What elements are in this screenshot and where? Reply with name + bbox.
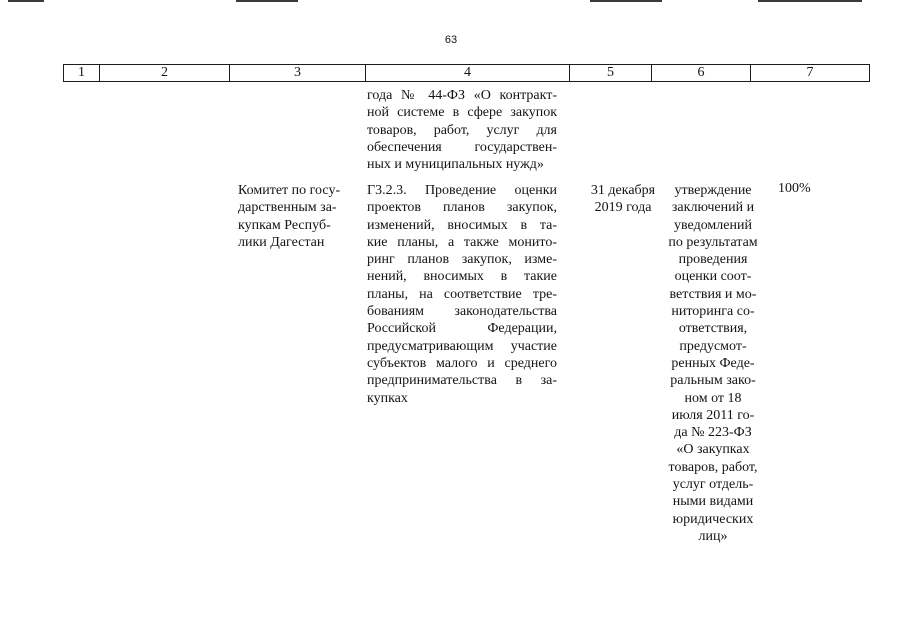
column-number-6: 6 bbox=[652, 65, 751, 82]
text-line: уведомлений bbox=[674, 217, 752, 233]
text-line: планы, на соответствие тре- bbox=[367, 286, 557, 302]
text-line: ренных Феде- bbox=[671, 355, 755, 371]
text-line: утверждение bbox=[674, 183, 752, 198]
column-number-4: 4 bbox=[366, 65, 570, 82]
text-line: лики Дагестан bbox=[238, 234, 325, 250]
text-line: года № 44-ФЗ «О контракт- bbox=[367, 88, 557, 103]
text-line: Комитет по госу- bbox=[238, 183, 341, 198]
text-line: дарственным за- bbox=[238, 200, 337, 216]
text-line: 31 декабря bbox=[590, 183, 656, 198]
text-line: предусматривающим участие bbox=[367, 338, 557, 354]
text-line: юридических bbox=[672, 511, 754, 527]
text-line: ными видами bbox=[672, 494, 754, 510]
column-number-3: 3 bbox=[230, 65, 366, 82]
text-line: купкам Респуб- bbox=[238, 217, 331, 233]
text-line: товаров, работ, bbox=[668, 459, 758, 475]
responsible-body bbox=[238, 182, 358, 251]
column-number-5: 5 bbox=[570, 65, 652, 82]
column-number-7: 7 bbox=[751, 65, 870, 82]
text-line: по результатам bbox=[668, 234, 758, 250]
text-line: ветствия и мо- bbox=[669, 286, 757, 302]
text-line: ральным зако- bbox=[670, 373, 756, 389]
scan-edge-center bbox=[236, 0, 298, 2]
deadline bbox=[583, 182, 663, 217]
text-line: заключений и bbox=[671, 200, 755, 216]
text-line: субъектов малого и среднего bbox=[367, 355, 557, 371]
text-line: ных и муниципальных нужд» bbox=[367, 157, 544, 173]
completion-percent: 100% bbox=[778, 181, 811, 196]
text-line: ринг планов закупок, изме- bbox=[367, 252, 557, 268]
column-number-1: 1 bbox=[64, 65, 100, 82]
text-line: «О закупках bbox=[676, 442, 750, 458]
column-number-header bbox=[63, 64, 870, 82]
continued-law-reference bbox=[367, 87, 557, 173]
expected-result bbox=[664, 182, 762, 545]
text-line: Г3.2.3. Проведение оценки bbox=[367, 183, 557, 198]
text-line: проектов планов закупок, bbox=[367, 200, 557, 216]
text-line: июля 2011 го- bbox=[671, 407, 755, 423]
text-line: купках bbox=[367, 390, 408, 406]
text-line: ном от 18 bbox=[684, 390, 742, 406]
scan-edge-right bbox=[590, 0, 662, 2]
text-line: ниторинга со- bbox=[671, 304, 755, 320]
measure-description bbox=[367, 182, 557, 407]
text-line: нений, вносимых в такие bbox=[367, 269, 557, 285]
text-line: оценки соот- bbox=[674, 269, 752, 285]
scan-edge-far-right bbox=[758, 0, 862, 2]
text-line: предусмот- bbox=[679, 338, 747, 354]
text-line: 2019 года bbox=[594, 200, 652, 216]
text-line: ной системе в сфере закупок bbox=[367, 105, 557, 121]
text-line: ответствия, bbox=[678, 321, 748, 337]
page-number: 63 bbox=[444, 34, 458, 46]
text-line: лиц» bbox=[698, 528, 728, 544]
text-line: услуг отдель- bbox=[672, 477, 754, 493]
text-line: предпринимательства в за- bbox=[367, 373, 557, 389]
text-line: кие планы, а также монито- bbox=[367, 234, 557, 250]
column-number-2: 2 bbox=[100, 65, 230, 82]
text-line: да № 223-ФЗ bbox=[674, 425, 752, 441]
text-line: бованиям законодательства bbox=[367, 304, 557, 320]
text-line: изменений, вносимых в та- bbox=[367, 217, 557, 233]
text-line: обеспечения государствен- bbox=[367, 139, 557, 155]
text-line: Российской Федерации, bbox=[367, 321, 557, 337]
text-line: товаров, работ, услуг для bbox=[367, 122, 557, 138]
scan-edge-left bbox=[8, 0, 44, 2]
text-line: проведения bbox=[678, 252, 748, 268]
